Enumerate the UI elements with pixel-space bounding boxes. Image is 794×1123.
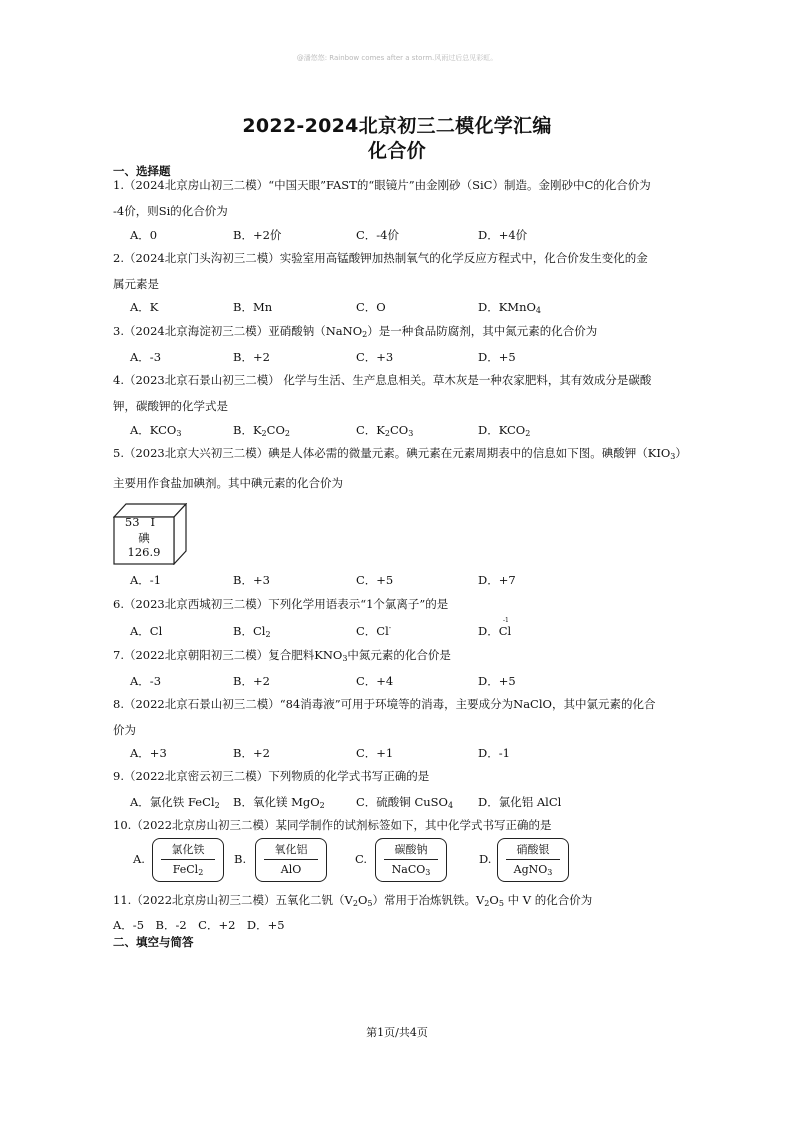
options-line: A．-5 B．-2 C．+2 D．+5 [113,918,285,932]
option-d: D．Cl -1 [478,617,512,638]
reagent-label-d [497,838,569,882]
option-d: D．+5 [478,350,516,364]
option-a: A．-3 [130,350,162,364]
element-name: 碘 [138,531,150,545]
page-subtitle: 化合价 [368,140,426,162]
option-c: C．+3 [356,350,394,364]
option-a: A．氯化铁 FeCl$_2$ [130,795,220,810]
question-1 [113,172,691,224]
reagent-name: 碳酸钠 [384,839,438,860]
question-9 [113,763,691,789]
question-8 [113,691,691,743]
question-text: 5.（2023北京大兴初三二模）碘是人体必需的微量元素。碘元素在元素周期表中的信息如下图。碘酸钾$(KIO_3)$ [113,446,687,461]
question-text: 价为 [113,723,136,737]
option-d: D．氯化铝 AlCl [478,795,562,809]
question-4 [113,367,691,419]
option-c: C．硫酸铜 CuSO$_4$ [356,795,454,810]
reagent-name: 氯化铁 [161,839,215,860]
question-text: 钾，碳酸钾的化学式是 [113,399,228,413]
question-2-options [113,299,691,319]
option-b: B．$K_2CO_2$ [233,423,290,438]
element-number-symbol: 53 I [124,515,156,529]
question-7-options [113,673,691,693]
label-option-d: D. [479,852,492,866]
option-b: B．+2价 [233,228,282,242]
option-a: A．$KCO_3$ [130,423,182,438]
reagent-label-b [255,838,327,882]
question-11: 11.（2022北京房山初三二模）五氧化二钒$(V_2O_5)$常用于冶炼钒铁。$V_2O_5$ 中 V 的化合价为 [113,893,593,908]
reagent-formula: NaCO$_3$ [391,863,431,877]
question-11-options [113,917,691,937]
option-a: A．Cl [130,624,163,638]
page-title: 2022-2024北京初三二模化学汇编 [242,115,552,137]
section-heading-choice: 一、选择题 [113,164,171,178]
question-9-options [113,794,691,814]
question-3-options [113,349,691,369]
label-option-c: C. [355,852,368,866]
option-b: B．+2 [233,350,270,364]
option-a: A．-1 [130,573,162,587]
question-8-options [113,745,691,765]
reagent-label-a [152,838,224,882]
watermark: @潘悠悠: Rainbow comes after a storm.风雨过后总见彩虹。 [296,54,498,62]
option-a: A．0 [130,228,158,242]
question-10 [113,812,691,838]
question-text: 属元素是 [113,277,159,291]
option-c: C．+4 [356,674,394,688]
element-mass: 126.9 [127,545,161,559]
question-5 [113,440,691,496]
reagent-label-c [375,838,447,882]
section-heading-fill: 二、填空与简答 [113,935,194,949]
question-text: 2.（2024北京门头沟初三二模）实验室用高锰酸钾加热制氧气的化学反应方程式中，化合价发生变化的金 [113,251,648,265]
label-option-b: B. [234,852,247,866]
option-d: D．-1 [478,746,510,760]
option-a: A．K [130,300,159,314]
question-1-options [113,227,691,247]
question-text: 主要用作食盐加碘剂。其中碘元素的化合价为 [113,476,343,490]
question-text: 8.（2022北京石景山初三二模）“84消毒液”可用于环境等的消毒，主要成分为NaClO，其中氯元素的化合 [113,697,656,711]
option-a: A．+3 [130,746,167,760]
option-c: C．+1 [356,746,394,760]
option-a: A．-3 [130,674,162,688]
option-b: B．$Cl_2$ [233,624,271,639]
reagent-formula: AlO [280,863,302,876]
question-text: 4.（2023北京石景山初三二模） 化学与生活、生产息息相关。草木灰是一种农家肥料，其有效成分是碳酸 [113,373,652,387]
reagent-formula: AgNO$_3$ [513,863,553,877]
question-6 [113,591,691,617]
question-text: 6.（2023北京西城初三二模）下列化学用语表示“1个氯离子”的是 [113,597,449,611]
option-c: C．$K_2CO_3$ [356,423,414,438]
label-option-a: A. [133,852,145,866]
question-text: 1.（2024北京房山初三二模）“中国天眼”FAST的“眼镜片”由金刚砂（SiC）制造。金刚砂中C的化合价为 [113,178,651,192]
page-footer: 第1页/共4页 [366,1026,428,1039]
option-d: D．KMnO$_4$ [478,300,542,315]
question-text: 9.（2022北京密云初三二模）下列物质的化学式书写正确的是 [113,769,430,783]
question-3: 3.（2024北京海淀初三二模）亚硝酸钠（NaNO$_2$）是一种食品防腐剂，其中氮元素的化合价为 [113,324,598,339]
option-c: C．O [356,300,386,314]
option-c: C．Cl- [356,624,392,638]
element-card-iodine [113,503,187,569]
option-b: B．氧化镁 MgO$_2$ [233,795,325,810]
question-6-options [113,617,691,643]
question-text: 10.（2022北京房山初三二模）某同学制作的试剂标签如下，其中化学式书写正确的是 [113,818,552,832]
option-c: C．-4价 [356,228,400,242]
option-b: B．+2 [233,674,270,688]
question-5-options [113,572,691,592]
option-b: B．+3 [233,573,270,587]
option-d: D．+7 [478,573,516,587]
option-b: B．+2 [233,746,270,760]
reagent-name: 硝酸银 [506,839,560,860]
question-7: 7.（2022北京朝阳初三二模）复合肥料$KNO_3$中氮元素的化合价是 [113,648,451,663]
option-c: C．+5 [356,573,394,587]
reagent-name: 氧化铝 [264,839,318,860]
question-text: -4价，则Si的化合价为 [113,204,228,218]
question-2 [113,245,691,297]
option-d: D．$KCO_2$ [478,423,531,438]
reagent-formula: FeCl$_2$ [172,863,204,877]
question-4-options [113,422,691,442]
option-b: B．Mn [233,300,273,314]
option-d: D．+5 [478,674,516,688]
option-d: D．+4价 [478,228,528,242]
